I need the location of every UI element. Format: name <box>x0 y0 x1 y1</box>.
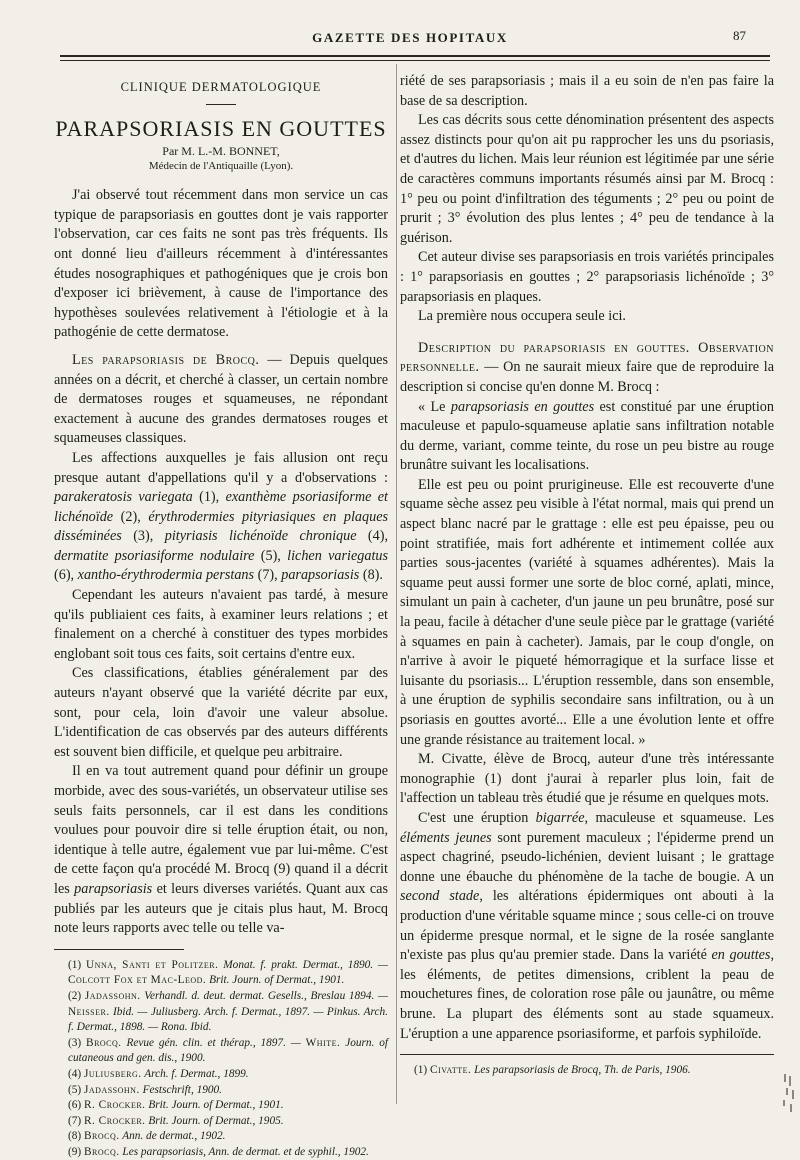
footnote-number: (9) <box>68 1145 84 1158</box>
text-run: et leurs diverses variétés. Quant aux cas publiés par les auteurs que je citais plus haut, M. Brocq note leurs rapports avec telle ou telle va- <box>54 880 389 937</box>
text-run: Les affections auxquelles je fais allusion ont reçu presque autant d'appellations qu'il y a d'observations : <box>54 449 388 486</box>
footnote-author: Brocq. <box>86 1036 122 1049</box>
footnote-number: (2) <box>68 989 85 1002</box>
paragraph <box>400 339 774 398</box>
paragraph: Cependant les auteurs n'avaient pas tardé, à mesure qu'ils publiaient ces faits, à examiner leurs relations ; et finalement on a cherché à constituer des types morbides englobant soit tous ces faits, soit certains d'entre eux. <box>54 587 388 662</box>
italic-term: parapsoriasis en gouttes <box>450 398 595 415</box>
paragraph: La première nous occupera seule ici. <box>418 308 626 325</box>
paragraph-text: — Depuis quelques années on a décrit, et cherché à classer, un certain nombre de dermatoses rouges et squameuses, ne répondant exactement à aucune des grandes dermatoses rouges et squameuses classiques. <box>54 351 388 447</box>
column-divider <box>396 64 397 1104</box>
footnote <box>54 1067 388 1083</box>
footnote-source: Les parapsoriasis de Brocq, Th. de Paris, 1906. <box>471 1064 691 1077</box>
footnote <box>54 1114 388 1130</box>
footnote-number: (7) <box>68 1114 84 1127</box>
footnote-number: (4) <box>68 1067 84 1080</box>
italic-term: bigarrée <box>535 809 585 826</box>
footnote-author: Brocq. <box>84 1130 120 1143</box>
italic-term: parapsoriasis <box>281 567 360 584</box>
run-in-heading: Description du parapsoriasis en gouttes. Observation personnelle. <box>400 339 774 376</box>
text-run: (2), <box>113 508 149 525</box>
italic-term: parapsoriasis <box>74 880 153 897</box>
italic-term: pityriasis lichénoïde chronique <box>164 528 357 545</box>
running-head <box>60 28 760 50</box>
quotation <box>400 398 774 476</box>
paragraph: Les cas décrits sous cette dénomination présentent des aspects assez distincts pour qu'on ait pu rapprocher les uns du psoriasis, et d'autres du lichen. Mais leur réunion est légitimée par une série de caractères communs importants résumés ainsi par M. Brocq : 1° peu ou point d'infiltration des téguments ; 2° peu ou point de prurit ; 3° évolution des plus lentes ; 4° peu de tendance à la guérison. <box>400 112 774 246</box>
footnote-author: Unna, Santi et Politzer. <box>86 958 219 971</box>
footnote-author: Civatte. <box>430 1064 472 1077</box>
footnote <box>400 1063 774 1079</box>
footnote <box>54 1145 388 1160</box>
footnote-author: R. Crocker. <box>84 1114 146 1127</box>
author-affiliation: Médecin de l'Antiquaille (Lyon). <box>148 160 294 173</box>
header-rule-thin <box>60 60 770 61</box>
footnote-number: (1) <box>68 958 87 971</box>
italic-term: éléments jeunes <box>400 829 492 846</box>
footnote-author: Jadassohn. <box>84 1083 140 1096</box>
left-column <box>54 72 388 1160</box>
text-run: est constitué par une éruption maculeuse et papulo-squameuse aplatie sans infiltration notable du derme, variant, comme teinte, du rose un peu bistre au rouge brunâtre suivant les localisations. <box>400 398 774 474</box>
paragraph: J'ai observé tout récemment dans mon service un cas typique de parapsoriasis en gouttes dont je vais rapporter l'observation, car ces faits ne sont pas très fréquents. Ils ont donné lieu d'ailleurs récemment à d'intéressantes études nosographiques et pathogéniques que je crois bon d'exposer ici brièvement, à cause de l'importance des hypothèses soulevées relativement à l'étiologie et à la pathogénie de cette dermatose. <box>54 187 388 341</box>
footnote-author: R. Crocker. <box>84 1099 146 1112</box>
italic-term: parakeratosis variegata <box>54 489 193 506</box>
footnote-number: (8) <box>68 1130 84 1143</box>
footnote-source: Festschrift, 1900. <box>139 1083 223 1096</box>
text-run: , maculeuse et squameuse. Les <box>584 809 774 826</box>
header-rule-thick <box>60 55 770 57</box>
footnote-author: Neisser. <box>68 1005 110 1018</box>
footnote-number: (6) <box>68 1099 84 1112</box>
footnote-source: Brit. Journ. of Dermat., 1901. <box>145 1099 284 1112</box>
author-line: Par M. L.-M. BONNET, <box>162 144 280 159</box>
right-column <box>400 72 774 1079</box>
footnote-author: Brocq. <box>84 1145 120 1158</box>
paragraph: riété de ses parapsoriasis ; mais il a eu soin de n'en pas faire la base de sa description. <box>400 73 774 109</box>
text-run: Il en va tout autrement quand pour définir un groupe morbide, avec des sous-variétés, un observateur utilise ses seuls faits personnels, car il est dans les conditions voulues pour pouvoir dire si telle éruption était, ou non, identique à telle autre, également vue par lui-même. C'est de cette façon qu'a procédé M. Brocq (9) quand il a décrit les <box>54 763 388 897</box>
quotation: Elle est peu ou point prurigineuse. Elle est recouverte d'une squame sèche assez peu visible à l'état normal, mais qui prend un aspect blanc nacré par le grattage : elle est peu épaisse, peu ou point stratifiée, mais fort adhérente et intimement collée aux parties sous-jacentes (variété à squames adhérentes). Mais la squame peut aussi former une sorte de bloc corné, aplati, mince, simulant un pain à cacheter, d'un jaune un peu brunâtre, posé sur la peau, facile à détacher d'une seule pièce par le grattage (variété à squames en pain à cacheter). Jamais, par le coup d'ongle, on n'arrive à avoir le piqueté hémorragique et la surface lisse et luisante du psoriasis... L'éruption ressemble, dans son ensemble, à une éruption de syphilis secondaire sans infiltration, ou à un psoriasis en gouttes avorté... Elle a une évolution lente et offre une grande résistance au traitement local. » <box>400 476 774 748</box>
footnote <box>54 1036 388 1067</box>
text-run: (7), <box>254 567 282 584</box>
footnote <box>54 1129 388 1145</box>
text-run: (8). <box>359 567 383 584</box>
paragraph <box>54 762 388 938</box>
footnote <box>54 989 388 1036</box>
footnote-rule <box>400 1054 774 1055</box>
footnote-author: Jadassohn. <box>84 989 141 1002</box>
footnote-source: Arch. f. Dermat., 1899. <box>141 1067 249 1080</box>
paragraph <box>400 809 774 1044</box>
text-run: (6), <box>54 567 78 584</box>
footnote-source: Monat. f. prakt. Dermat., 1890. — <box>218 958 388 971</box>
paragraph <box>54 449 388 586</box>
footnote-source: Brit. Journ. of Dermat., 1905. <box>145 1114 284 1127</box>
footnote-author: Colcott Fox et Mac-Leod. <box>68 974 207 987</box>
paragraph: Cet auteur divise ses parapsoriasis en trois variétés principales : 1° parapsoriasis en gouttes ; 2° parapsoriasis lichénoïde ; 3° parapsoriasis en plaques. <box>400 249 774 305</box>
footnote-source: Verhandl. d. deut. dermat. Gesells., Breslau 1894. — <box>140 989 389 1002</box>
italic-term: exanthème psoriasiforme et lichénoïde <box>54 489 388 525</box>
text-run: (5), <box>254 547 288 564</box>
paragraph <box>54 351 388 449</box>
footnote-author: White. <box>305 1036 341 1049</box>
italic-term: dermatite psoriasiforme nodulaire <box>54 547 255 564</box>
footnote <box>54 1083 388 1099</box>
italic-term: xantho-érythrodermia perstans <box>77 567 255 584</box>
text-run: sont purement maculeux ; l'épiderme prend un aspect chagriné, pseudo-lichénien, devient luisant ; le grattage donne une ébauche du phénomène de la tache de bougie. A un <box>400 829 774 885</box>
article-title: PARAPSORIASIS EN GOUTTES <box>55 115 387 141</box>
paper-stain-marks <box>780 1070 798 1120</box>
journal-title: GAZETTE DES HOPITAUX <box>312 30 508 45</box>
italic-term: en gouttes <box>711 947 771 964</box>
footnote-source: Brit. Journ. of Dermat., 1901. <box>206 974 345 987</box>
text-run: (1), <box>192 489 226 506</box>
section-heading: CLINIQUE DERMATOLOGIQUE <box>120 80 322 94</box>
text-run: C'est une éruption <box>418 809 536 826</box>
footnote-source: Ann. de dermat., 1902. <box>119 1130 226 1143</box>
footnote-source: Les parapsoriasis, Ann. de dermat. et de syphil., 1902. <box>119 1145 369 1158</box>
footnote-author: Juliusberg. <box>84 1067 142 1080</box>
text-run: , les éléments, de petites dimensions, criblent la peau de mouchetures fines, de coloration rose pâle ou jaunâtre, ou même brune. La plupart des éléments sont au stade squameux. L'éruption a une apparence psoriasiforme, et parfois syphiloïde. <box>400 947 775 1042</box>
italic-term: lichen variegatus <box>287 547 388 564</box>
italic-term: érythrodermies pityriasiques en plaques disséminées <box>54 508 389 545</box>
footnotes-left <box>54 958 388 1160</box>
text-run: (4), <box>356 528 389 545</box>
footnote-number: (3) <box>68 1036 87 1049</box>
section-rule <box>206 104 236 105</box>
footnote-rule <box>54 949 184 950</box>
footnote-number: (1) <box>414 1064 430 1077</box>
page-number: 87 <box>733 28 746 43</box>
footnote <box>54 958 388 989</box>
footnote-source: Revue gén. clin. et thérap., 1897. — <box>121 1036 306 1049</box>
run-in-heading: Les parapsoriasis de Brocq. <box>72 351 260 368</box>
footnote-source: Journ. of cutaneous and gen. dis., 1900. <box>68 1036 389 1065</box>
footnote-number: (5) <box>68 1083 84 1096</box>
italic-term: second stade <box>400 888 480 905</box>
paragraph-text: — On ne saurait mieux faire que de reproduire la description si concise qu'en donne M. Brocq : <box>400 359 774 395</box>
footnote <box>54 1098 388 1114</box>
footnote-source: Ibid. — Juliusberg. Arch. f. Dermat., 1897. — Pinkus. Arch. f. Dermat., 1898. — Rona. Ibid. <box>68 1005 388 1034</box>
text-run: « Le <box>418 398 451 415</box>
text-run: (3), <box>121 528 165 545</box>
text-run: , les altérations épidermiques ont abouti à la production d'une véritable squame mince ; sous celle-ci on trouve un épiderme presque normal, et le signe de la rosée sanglante n'existe pas plus qu'au premier stade. Dans la variété <box>400 888 774 964</box>
paragraph: M. Civatte, élève de Brocq, auteur d'une très intéressante monographie (1) dont j'aurai à reparler plus loin, fait de l'affection un tableau très étudié que je résume en quelques mots. <box>400 751 774 807</box>
paragraph: Ces classifications, établies généralement par des auteurs n'ayant observé que la variété décrite par eux, sont, pour cela, loin d'avoir une valeur absolue. L'identification de cas observés par des auteurs différents est souvent bien difficile, et quelque peu arbitraire. <box>54 665 388 760</box>
